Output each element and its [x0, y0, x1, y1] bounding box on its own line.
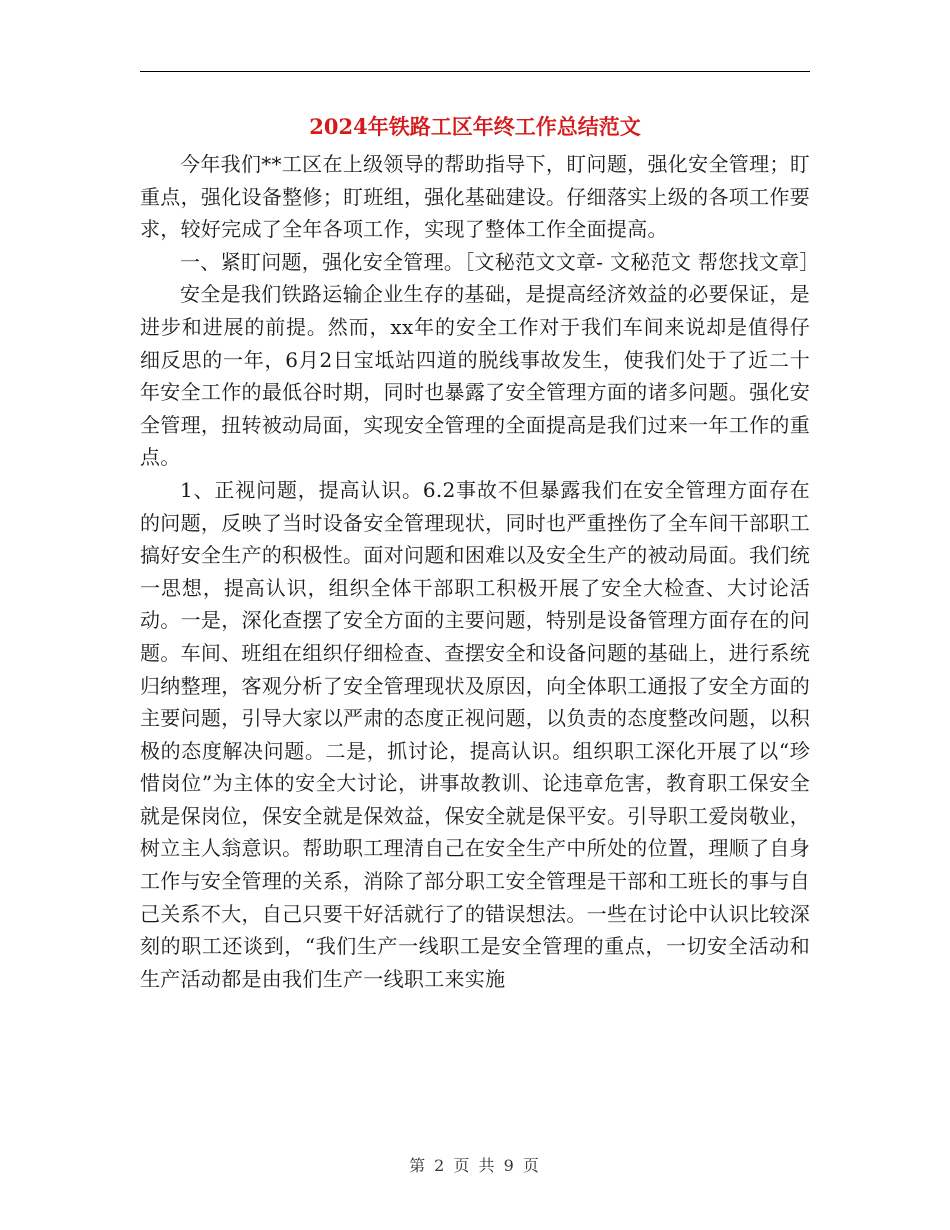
header-rule — [140, 71, 810, 72]
document-title: 2024年铁路工区年终工作总结范文 — [309, 114, 641, 139]
paragraph-face-problems: 1、正视问题，提高认识。6.2事故不但暴露我们在安全管理方面存在的问题，反映了当时设备安全管理现状，同时也严重挫伤了全车间干部职工搞好安全生产的积极性。面对问题和困难以及安全生产的被动局面。我们统一思想，提高认识，组织全体干部职工积极开展了安全大检查、大讨论活动。一是，深化查摆了安全方面的主要问题，特别是设备管理方面存在的问题。车间、班组在组织仔细检查、查摆安全和设备问题的基础上，进行系统归纳整理，客观分析了安全管理现状及原因，向全体职工通报了安全方面的主要问题，引导大家以严肃的态度正视问题，以负责的态度整改问题，以积极的态度解决问题。二是，抓讨论，提高认识。组织职工深化开展了以“珍惜岗位”为主体的安全大讨论，讲事故教训、论违章危害，教育职工保安全就是保岗位，保安全就是保效益，保安全就是保平安。引导职工爱岗敬业，树立主人翁意识。帮助职工理清自己在安全生产中所处的位置，理顺了自身工作与安全管理的关系，消除了部分职工安全管理是干部和工班长的事与自己关系不大，自己只要干好活就行了的错误想法。一些在讨论中认识比较深刻的职工还谈到，“我们生产一线职工是安全管理的重点，一切安全活动和生产活动都是由我们生产一线职工来实施 — [140, 477, 810, 991]
paragraph-intro: 今年我们**工区在上级领导的帮助指导下，盯问题，强化安全管理；盯重点，强化设备整修；盯班组，强化基础建设。仔细落实上级的各项工作要求，较好完成了全年各项工作，实现了整体工作全面提高。 — [140, 152, 810, 242]
paragraph-section-heading: 一、紧盯问题，强化安全管理。［文秘范文文章- 文秘范文 帮您找文章］ — [180, 249, 820, 274]
paragraph-safety-basis: 安全是我们铁路运输企业生存的基础，是提高经济效益的必要保证，是进步和进展的前提。然而，xx年的安全工作对于我们车间来说却是值得仔细反思的一年，6月2日宝坻站四道的脱线事故发生，使我们处于了近二十年安全工作的最低谷时期，同时也暴露了安全管理方面的诸多问题。强化安全管理，扭转被动局面，实现安全管理的全面提高是我们过来一年工作的重点。 — [140, 282, 810, 470]
page-number: 第 2 页 共 9 页 — [409, 1156, 541, 1175]
document-body — [140, 148, 820, 995]
